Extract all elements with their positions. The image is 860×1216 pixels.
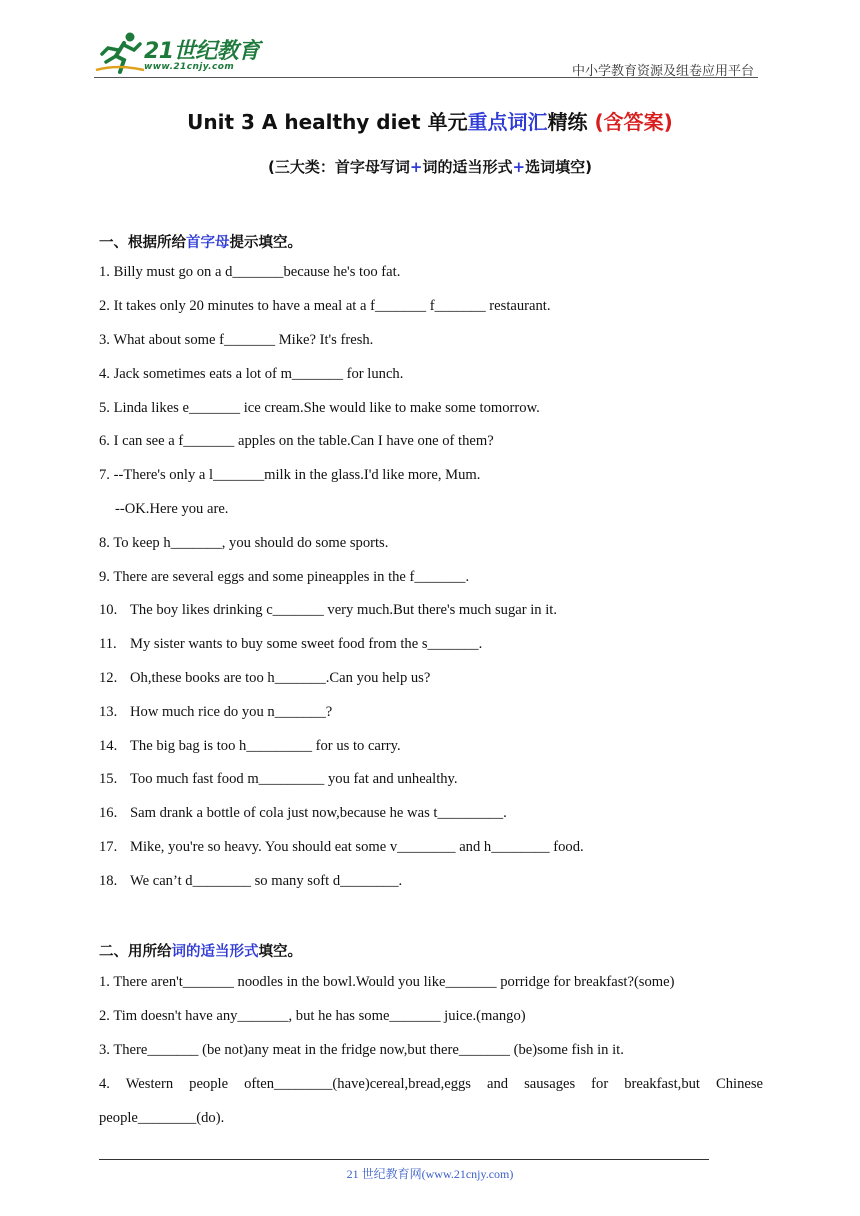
section-1-heading-c: 提示填空。: [229, 235, 302, 251]
question-line: 5. Linda likes e_______ ice cream.She would like to make some tomorrow.: [99, 400, 540, 416]
title-part-1: Unit 3 A healthy diet 单元: [187, 110, 468, 134]
title-part-2: 重点词汇: [467, 110, 548, 134]
question-text: My sister wants to buy some sweet food from the s_______.: [130, 636, 483, 652]
question-line: 8. To keep h_______, you should do some sports.: [99, 535, 389, 551]
section-1-heading: [99, 231, 302, 252]
runner-logo-icon: [94, 30, 146, 78]
question-line: [99, 670, 430, 687]
question-number: 12.: [99, 670, 118, 686]
question-line: 4. Jack sometimes eats a lot of m_______ for lunch.: [99, 366, 404, 382]
subtitle-b: 词的适当形式: [422, 158, 513, 176]
footer-divider: [99, 1159, 709, 1160]
subtitle-c: 选词填空): [525, 158, 592, 176]
section-2-heading-c: 填空。: [258, 944, 302, 960]
question-line: --OK.Here you are.: [115, 501, 229, 517]
question-text: Oh,these books are too h_______.Can you help us?: [130, 670, 431, 686]
question-line: [99, 636, 482, 653]
subtitle-plus-2: +: [512, 158, 526, 176]
question-number: 10.: [99, 602, 118, 618]
logo-url: www.21cnjy.com: [144, 62, 235, 72]
question-line: [99, 771, 458, 788]
question-line: 4. Western people often________(have)cereal,bread,eggs and sausages for breakfast,but Chinese: [99, 1076, 763, 1092]
question-text: Mike, you're so heavy. You should eat some v________ and h________ food.: [130, 839, 584, 855]
question-number: 18.: [99, 873, 118, 889]
document-subtitle: [0, 156, 860, 177]
title-part-4: (含答案): [594, 110, 673, 134]
question-line: [99, 839, 584, 856]
question-number: 11.: [99, 636, 117, 652]
question-line: 2. It takes only 20 minutes to have a meal at a f_______ f_______ restaurant.: [99, 298, 551, 314]
header-divider: [94, 77, 758, 78]
question-line: [99, 704, 332, 721]
question-line: 3. What about some f_______ Mike? It's fresh.: [99, 332, 374, 348]
question-line: 1. Billy must go on a d_______because he's too fat.: [99, 264, 401, 280]
question-text: Too much fast food m_________ you fat and unhealthy.: [130, 771, 458, 787]
question-number: 17.: [99, 839, 118, 855]
title-part-3: 精练: [547, 110, 595, 134]
question-number: 16.: [99, 805, 118, 821]
question-number: 15.: [99, 771, 118, 787]
question-number: 14.: [99, 738, 118, 754]
document-title: [0, 106, 860, 135]
question-line: 3. There_______ (be not)any meat in the fridge now,but there_______ (be)some fish in it.: [99, 1042, 624, 1058]
question-text: The boy likes drinking c_______ very much.But there's much sugar in it.: [130, 602, 557, 618]
platform-name: 中小学教育资源及组卷应用平台: [571, 64, 754, 79]
question-line: 6. I can see a f_______ apples on the table.Can I have one of them?: [99, 433, 494, 449]
section-2-heading-b: 词的适当形式: [171, 944, 259, 960]
question-line: [99, 805, 507, 822]
question-text: The big bag is too h_________ for us to carry.: [130, 738, 401, 754]
question-text: We can’t d________ so many soft d________.: [130, 873, 403, 889]
question-line: [99, 873, 402, 890]
question-line: [99, 738, 401, 755]
question-line: people________(do).: [99, 1110, 225, 1126]
section-1-heading-b: 首字母: [186, 235, 230, 251]
question-text: How much rice do you n_______?: [130, 704, 333, 720]
page-footer[interactable]: 21 世纪教育网(www.21cnjy.com): [346, 1167, 514, 1181]
question-text: Sam drank a bottle of cola just now,because he was t_________.: [130, 805, 507, 821]
section-2-heading: [99, 940, 302, 961]
question-number: 13.: [99, 704, 118, 720]
question-line: 7. --There's only a l_______milk in the glass.I'd like more, Mum.: [99, 467, 481, 483]
page-header: [0, 0, 860, 90]
subtitle-plus-1: +: [409, 158, 423, 176]
site-logo[interactable]: [94, 30, 264, 80]
question-line: 9. There are several eggs and some pineapples in the f_______.: [99, 569, 470, 585]
logo-text: 21世纪教育: [144, 39, 260, 64]
question-line: 2. Tim doesn't have any_______, but he has some_______ juice.(mango): [99, 1008, 526, 1024]
question-line: [99, 602, 557, 619]
section-2-heading-a: 二、用所给: [99, 944, 172, 960]
subtitle-a: (三大类：首字母写词: [268, 158, 410, 176]
section-1-heading-a: 一、根据所给: [99, 235, 186, 251]
question-line: 1. There aren't_______ noodles in the bowl.Would you like_______ porridge for breakfast?(some): [99, 974, 675, 990]
